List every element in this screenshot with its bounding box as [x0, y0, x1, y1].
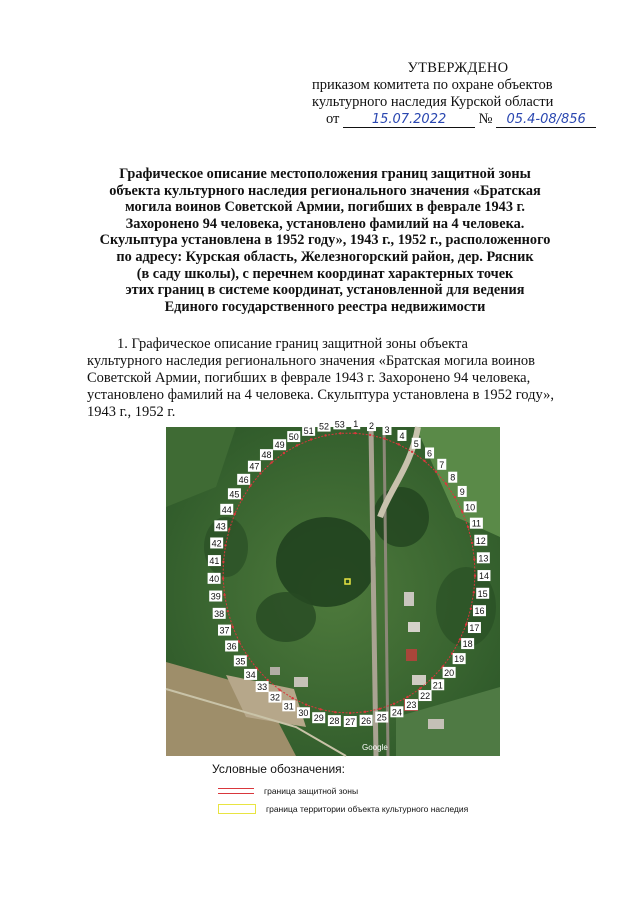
point-label-text: 4 — [399, 430, 405, 441]
boundary-point — [364, 711, 366, 713]
legend-label: граница территории объекта культурного наследия — [266, 804, 469, 814]
point-label-32 — [268, 692, 281, 703]
point-label-16 — [473, 605, 486, 616]
point-label-text: 1 — [353, 419, 359, 430]
point-label-text: 29 — [313, 713, 324, 724]
paragraph-line: установлено фамилий на 4 человека. Скульптура установлена в 1952 году», — [87, 387, 554, 403]
paragraph-line: 1. Графическое описание границ защитной зоны объекта — [117, 336, 468, 352]
boundary-point — [423, 460, 425, 462]
point-label-41 — [208, 555, 221, 566]
number-label: № — [478, 111, 493, 127]
boundary-point — [238, 641, 240, 643]
point-label-47 — [248, 461, 261, 472]
boundary-point — [305, 703, 307, 705]
point-label-31 — [282, 700, 295, 711]
point-label-15 — [476, 588, 489, 599]
boundary-point — [471, 542, 473, 544]
title-line: этих границ в системе координат, установленной для ведения — [125, 282, 525, 299]
boundary-point — [473, 591, 475, 593]
point-label-text: 25 — [376, 712, 387, 723]
point-label-50 — [287, 431, 300, 442]
satellite-map — [166, 419, 500, 756]
point-label-20 — [443, 667, 456, 678]
point-label-text: 13 — [478, 553, 489, 564]
point-label-53 — [333, 418, 346, 429]
point-label-text: 2 — [368, 421, 375, 432]
building — [428, 719, 444, 729]
boundary-point — [227, 610, 229, 612]
boundary-point — [278, 689, 280, 691]
approval-date: 15.07.2022 — [371, 112, 447, 127]
point-label-37 — [218, 625, 231, 636]
legend-item-zone-boundary — [218, 786, 358, 796]
title-line: Графическое описание местоположения границ защитной зоны — [119, 166, 531, 182]
point-label-text: 40 — [209, 573, 220, 584]
boundary-point — [324, 434, 326, 436]
boundary-point — [473, 558, 475, 560]
point-label-4 — [397, 430, 406, 441]
from-label: от — [326, 111, 340, 127]
building — [270, 667, 280, 675]
boundary-point — [259, 472, 261, 474]
point-label-17 — [468, 622, 481, 633]
boundary-point — [474, 575, 476, 577]
section-1-paragraph — [87, 336, 581, 421]
point-label-19 — [453, 653, 466, 664]
title-line: Скульптура установлена в 1952 году», 1943 г., 1952 г., расположенного — [99, 232, 551, 249]
point-label-40 — [208, 573, 221, 584]
point-label-text: 35 — [235, 656, 246, 667]
boundary-point — [231, 626, 233, 628]
boundary-point — [369, 434, 371, 436]
approval-line-1: приказом комитета по охране объектов — [312, 77, 553, 93]
point-label-10 — [464, 501, 477, 512]
building — [412, 675, 426, 685]
point-label-text: 6 — [427, 448, 433, 459]
boundary-point — [445, 483, 447, 485]
point-label-text: 5 — [413, 438, 419, 449]
boundary-point — [461, 510, 463, 512]
point-label-text: 41 — [209, 556, 220, 567]
point-label-text: 16 — [474, 606, 485, 617]
point-label-text: 48 — [261, 450, 272, 461]
point-label-text: 33 — [257, 682, 268, 693]
boundary-point — [393, 703, 395, 705]
boundary-point — [222, 561, 224, 563]
point-label-43 — [214, 520, 227, 531]
point-label-text: 49 — [274, 440, 285, 451]
boundary-point — [470, 607, 472, 609]
paragraph-line: культурного наследия регионального значения «Братская могила воинов — [87, 353, 536, 369]
point-label-26 — [360, 715, 373, 726]
building — [404, 592, 414, 606]
boundary-point — [224, 544, 226, 546]
point-label-35 — [234, 655, 247, 666]
point-label-5 — [412, 438, 421, 449]
boundary-point — [467, 526, 469, 528]
boundary-point — [419, 687, 421, 689]
point-label-text: 9 — [459, 486, 465, 497]
boundary-point — [383, 438, 385, 440]
boundary-point — [296, 444, 298, 446]
point-label-text: 36 — [226, 641, 237, 652]
point-label-text: 39 — [210, 591, 221, 602]
approval-heading: УТВЕРЖДЕНО — [407, 60, 509, 76]
approval-date-line — [326, 111, 612, 128]
point-label-7 — [437, 459, 446, 470]
boundary-point — [228, 528, 230, 530]
boundary-point — [241, 498, 243, 500]
point-label-text: 24 — [391, 707, 402, 718]
point-label-30 — [297, 707, 310, 718]
point-label-3 — [382, 424, 391, 435]
point-label-27 — [344, 716, 357, 727]
point-label-text: 26 — [361, 715, 372, 726]
point-label-text: 51 — [303, 425, 314, 436]
point-label-45 — [228, 488, 241, 499]
point-label-text: 30 — [298, 708, 309, 719]
point-label-text: 43 — [215, 521, 226, 532]
point-label-14 — [477, 570, 490, 581]
point-label-33 — [256, 681, 269, 692]
boundary-point — [379, 708, 381, 710]
point-label-1 — [351, 418, 360, 429]
point-label-34 — [244, 669, 257, 680]
boundary-point — [349, 712, 351, 714]
boundary-point — [283, 452, 285, 454]
point-label-38 — [213, 608, 226, 619]
point-label-text: 10 — [465, 502, 476, 513]
boundary-point — [266, 679, 268, 681]
point-label-text: 23 — [406, 700, 417, 711]
point-label-text: 53 — [334, 419, 345, 430]
title-line: по адресу: Курская область, Железногорский район, дер. Рясник — [116, 248, 534, 265]
point-label-44 — [220, 504, 233, 515]
point-label-text: 7 — [439, 459, 445, 470]
point-label-text: 32 — [269, 692, 280, 703]
boundary-point — [454, 496, 456, 498]
point-label-text: 42 — [211, 538, 222, 549]
boundary-point — [406, 696, 408, 698]
boundary-point — [310, 438, 312, 440]
point-label-text: 52 — [319, 421, 330, 432]
point-label-text: 11 — [471, 518, 482, 529]
point-label-text: 38 — [214, 608, 225, 619]
point-label-text: 50 — [288, 432, 299, 443]
point-label-28 — [328, 715, 341, 726]
legend-swatch-red — [218, 788, 254, 794]
point-label-text: 12 — [475, 535, 486, 546]
approval-number: 05.4-08/856 — [506, 112, 586, 127]
point-label-text: 37 — [219, 625, 230, 636]
legend-swatch-yellow — [218, 804, 256, 814]
title-line: Захоронено 94 человека, установлено фамилий на 4 человека. — [125, 215, 525, 232]
map-image — [166, 419, 500, 756]
point-label-text: 28 — [329, 716, 340, 727]
boundary-point — [234, 513, 236, 515]
boundary-point — [270, 461, 272, 463]
point-label-text: 18 — [462, 639, 473, 650]
point-label-42 — [210, 537, 223, 548]
approval-line-2: культурного наследия Курской области — [312, 94, 554, 110]
point-label-text: 15 — [477, 588, 488, 599]
tree-mass — [256, 592, 316, 642]
point-label-52 — [318, 421, 331, 432]
point-label-24 — [390, 706, 403, 717]
point-label-49 — [273, 439, 286, 450]
boundary-point — [334, 711, 336, 713]
point-label-46 — [237, 474, 250, 485]
point-label-text: 14 — [478, 571, 489, 582]
boundary-point — [291, 697, 293, 699]
point-label-36 — [225, 641, 238, 652]
point-label-6 — [425, 447, 434, 458]
title-line: объекта культурного наследия регионального значения «Братская — [109, 182, 541, 199]
boundary-point — [435, 470, 437, 472]
point-label-text: 3 — [384, 425, 390, 436]
boundary-point — [249, 485, 251, 487]
point-label-text: 45 — [229, 489, 240, 500]
point-label-18 — [461, 638, 474, 649]
point-label-13 — [477, 552, 490, 563]
paragraph-line: 1943 г., 1952 г. — [87, 404, 176, 420]
boundary-point — [319, 708, 321, 710]
boundary-point — [222, 577, 224, 579]
building — [408, 622, 420, 632]
point-label-text: 20 — [444, 667, 455, 678]
point-label-text: 46 — [238, 474, 249, 485]
point-label-text: 8 — [450, 472, 456, 483]
document-title — [70, 166, 580, 315]
boundary-point — [465, 623, 467, 625]
boundary-point — [354, 432, 356, 434]
point-label-text: 22 — [420, 691, 431, 702]
point-label-text: 17 — [469, 623, 480, 634]
point-label-22 — [419, 690, 432, 701]
point-label-9 — [458, 486, 467, 497]
point-label-23 — [405, 699, 418, 710]
point-label-8 — [448, 472, 457, 483]
point-label-text: 34 — [245, 669, 256, 680]
point-label-29 — [312, 712, 325, 723]
point-label-text: 47 — [249, 461, 260, 472]
point-label-text: 31 — [283, 701, 294, 712]
point-label-text: 44 — [221, 504, 232, 515]
point-label-11 — [470, 518, 483, 529]
paragraph-line: Советской Армии, погибших в феврале 1943 г. Захоронено 94 человека, — [87, 370, 531, 386]
legend-title: Условные обозначения: — [212, 762, 345, 776]
title-line: Единого государственного реестра недвижимости — [164, 298, 486, 315]
point-label-21 — [431, 679, 444, 690]
boundary-point — [398, 443, 400, 445]
title-line: (в саду школы), с перечнем координат характерных точек — [136, 265, 514, 282]
point-label-25 — [375, 712, 388, 723]
point-label-12 — [474, 535, 487, 546]
title-line: могила воинов Советской Армии, погибших в феврале 1943 г. — [125, 199, 525, 216]
point-label-text: 19 — [454, 654, 465, 665]
approval-number-field — [496, 112, 596, 128]
boundary-point — [459, 638, 461, 640]
point-label-2 — [367, 420, 376, 431]
boundary-point — [411, 451, 413, 453]
map-legend — [200, 760, 500, 820]
approval-block — [312, 60, 612, 128]
point-label-51 — [302, 425, 315, 436]
boundary-point — [223, 594, 225, 596]
legend-item-site-boundary — [218, 804, 468, 814]
boundary-point — [339, 432, 341, 434]
building — [294, 677, 308, 687]
map-watermark: Google — [362, 743, 388, 752]
point-label-39 — [209, 591, 222, 602]
boundary-point — [431, 677, 433, 679]
approval-date-field — [343, 112, 475, 128]
point-label-48 — [260, 449, 273, 460]
legend-label: граница защитной зоны — [264, 786, 359, 796]
point-label-text: 27 — [345, 716, 356, 727]
point-label-text: 21 — [432, 680, 443, 691]
building — [406, 649, 417, 661]
